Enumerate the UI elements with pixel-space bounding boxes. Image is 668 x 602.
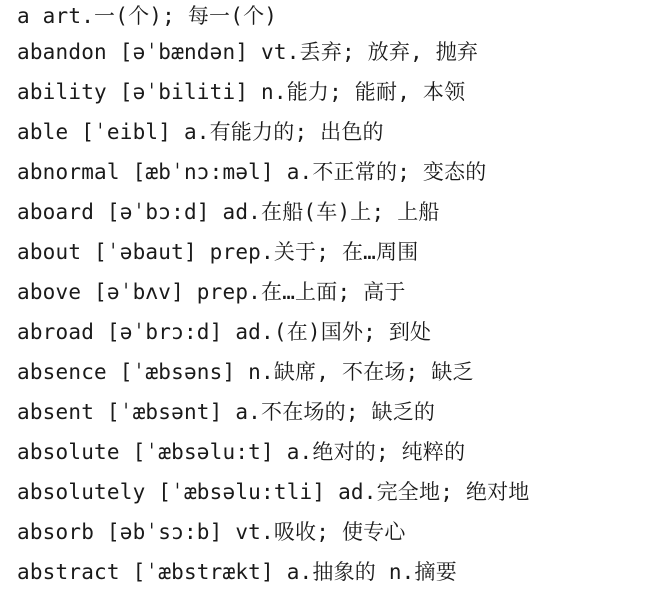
vocabulary-list	[17, 0, 662, 592]
vocab-entry-above: above [əˈbʌv] prep.在…上面; 高于	[17, 280, 406, 304]
vocab-entry-abroad: abroad [əˈbrɔ:d] ad.(在)国外; 到处	[17, 320, 432, 344]
vocab-entry-abnormal: abnormal [æbˈnɔ:məl] a.不正常的; 变态的	[17, 160, 487, 184]
vocab-entry-absent: absent [ˈæbsənt] a.不在场的; 缺乏的	[17, 400, 436, 424]
vocab-entry-about: about [ˈəbaut] prep.关于; 在…周围	[17, 240, 419, 264]
vocab-entry-able: able [ˈeibl] a.有能力的; 出色的	[17, 120, 384, 144]
vocab-entry-ability: ability [əˈbiliti] n.能力; 能耐, 本领	[17, 80, 466, 104]
vocab-entry-absence: absence [ˈæbsəns] n.缺席, 不在场; 缺乏	[17, 360, 474, 384]
vocab-entry-a: a art.一(个); 每一(个)	[17, 4, 278, 28]
vocab-entry-abandon: abandon [əˈbændən] vt.丢弃; 放弃, 抛弃	[17, 40, 479, 64]
vocab-entry-absolutely: absolutely [ˈæbsəlu:tli] ad.完全地; 绝对地	[17, 480, 530, 504]
vocab-entry-absorb: absorb [əbˈsɔ:b] vt.吸收; 使专心	[17, 520, 406, 544]
vocab-entry-absolute: absolute [ˈæbsəlu:t] a.绝对的; 纯粹的	[17, 440, 466, 464]
vocab-entry-aboard: aboard [əˈbɔ:d] ad.在船(车)上; 上船	[17, 200, 440, 224]
vocab-entry-abstract: abstract [ˈæbstrækt] a.抽象的 n.摘要	[17, 560, 457, 584]
